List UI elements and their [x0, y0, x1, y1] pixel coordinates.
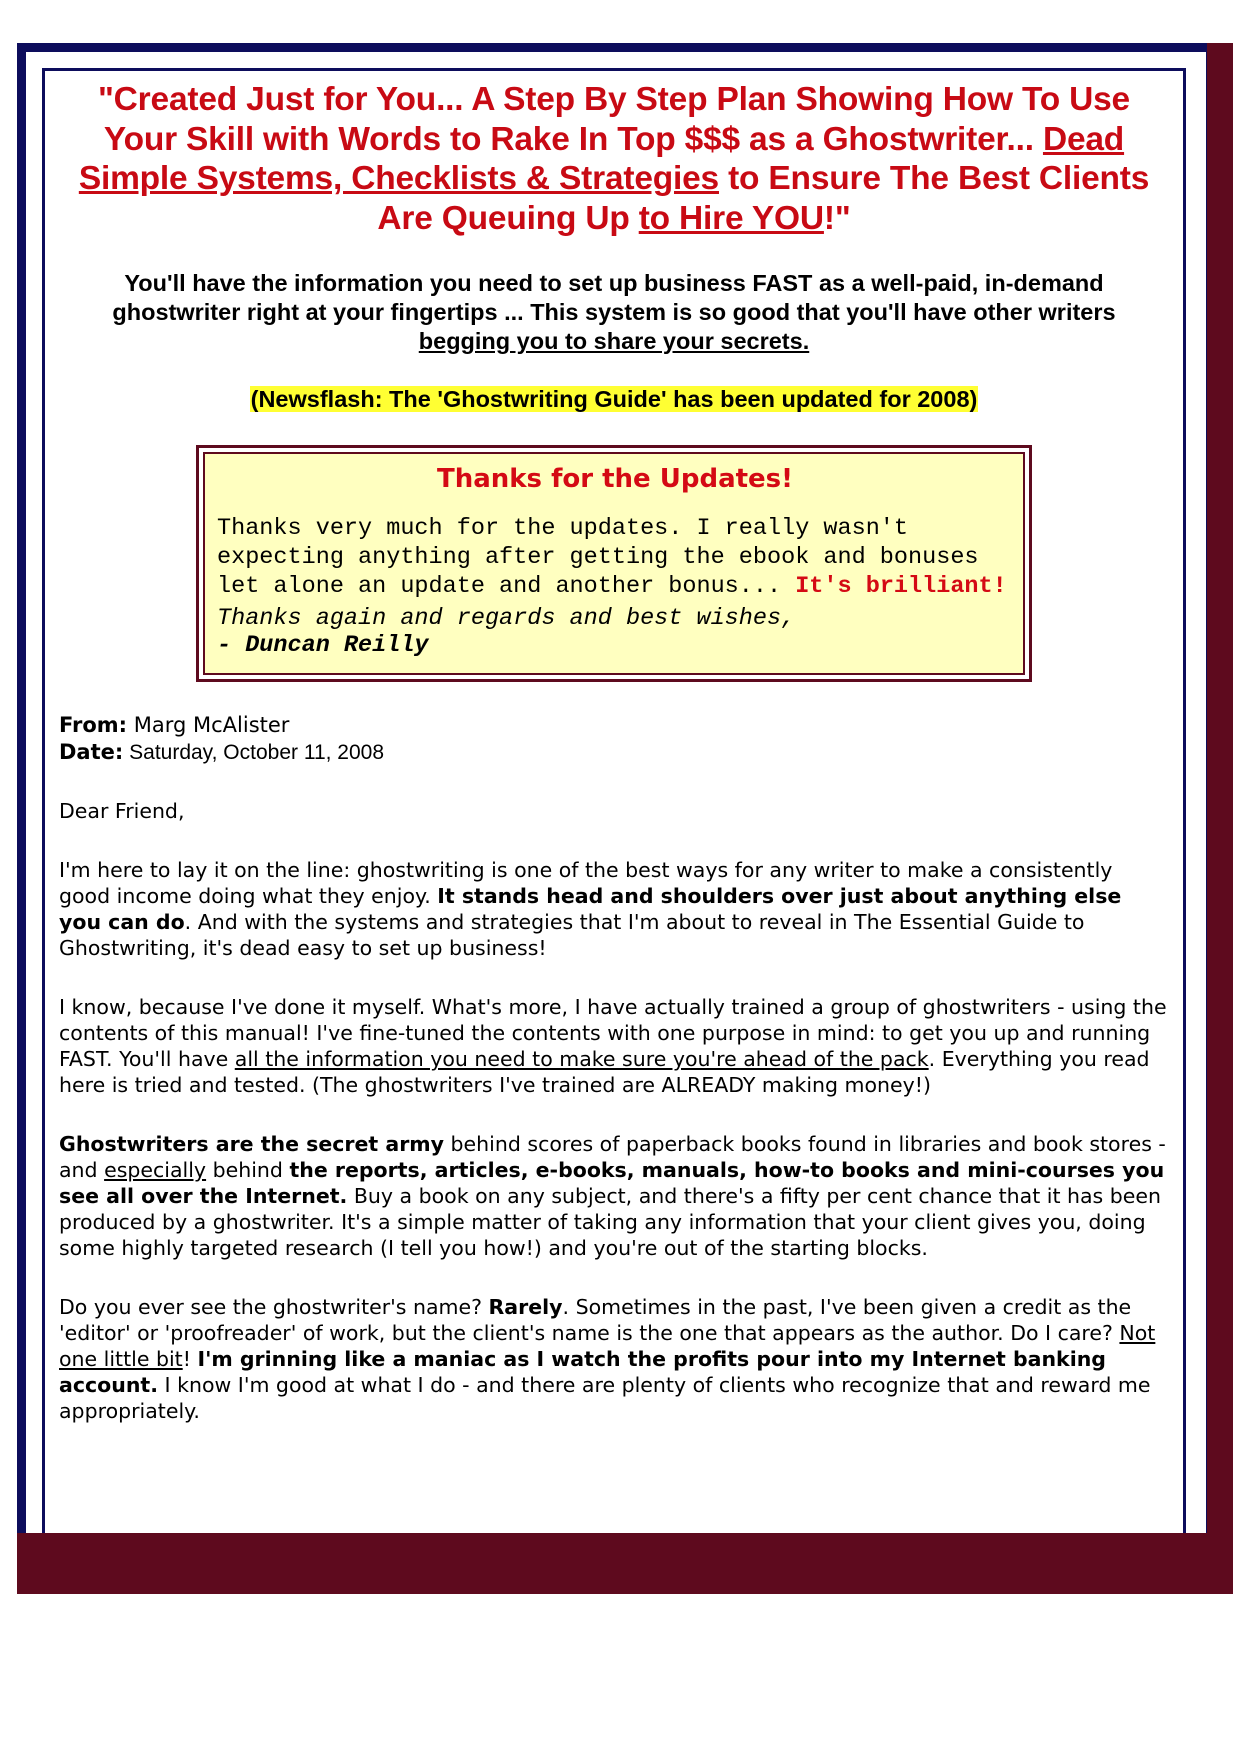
- subheadline-underline: begging you to share your secrets.: [418, 328, 810, 354]
- sales-letter: [59, 80, 1169, 1424]
- testimonial-signoff: [217, 605, 1013, 659]
- right-shadow-bar: [1207, 43, 1233, 1533]
- testimonial-author: - Duncan Reilly: [217, 632, 429, 659]
- from-label: From:: [59, 713, 128, 737]
- testimonial-title: Thanks for the Updates!: [436, 464, 794, 494]
- paragraph-underline: especially: [104, 1158, 207, 1182]
- date-value: Saturday, October 11, 2008: [123, 741, 385, 764]
- headline-text: !": [823, 199, 851, 237]
- paragraph-text: I'm here to lay it on the line: ghostwriting is one of the best ways for any writer to make a consistently good income doing what they enjoy.: [59, 858, 1113, 908]
- paragraph-underline: all the information you need to make sure you're ahead of the pack: [234, 1047, 929, 1071]
- paragraph-underline: Not one little bit: [59, 1321, 1156, 1371]
- paragraph-4: [59, 1294, 1169, 1424]
- paragraph-3: [59, 1131, 1169, 1261]
- testimonial-inner: [203, 452, 1025, 675]
- headline: [59, 80, 1169, 238]
- paragraph-text: Do you ever see the ghostwriter's name?: [59, 1295, 489, 1319]
- greeting: Dear Friend,: [59, 799, 185, 823]
- testimonial-text: Thanks very much for the updates. I really wasn't expecting anything after getting the ebook and bonuses let alone an update and another bonus...: [217, 515, 979, 600]
- subheadline: [69, 269, 1159, 356]
- paragraph-text: behind: [206, 1158, 290, 1182]
- newsflash-block: [59, 386, 1169, 413]
- paragraph-bold: the reports, articles, e-books, manuals, how-to books and mini-courses you see all over the Internet.: [59, 1158, 1165, 1208]
- headline-underline: to Hire YOU: [638, 199, 824, 237]
- letter-meta: [59, 712, 1169, 766]
- newsflash: (Newsflash: The 'Ghostwriting Guide' has been updated for 2008): [250, 386, 978, 412]
- testimonial-body: [217, 514, 1013, 601]
- paragraph-text: . Sometimes in the past, I've been given a credit as the 'editor' or 'proofreader' of work, but the client's name is the one that appears as the author. Do I care?: [59, 1295, 1132, 1345]
- date-label: Date:: [59, 740, 124, 764]
- date-line: [59, 739, 1169, 766]
- headline-text: "Created Just for You... A Step By Step Plan Showing How To Use Your Skill with Words to Rake In Top $$$ as a Ghostwriter...: [98, 81, 1130, 158]
- from-value: Marg McAlister: [127, 713, 290, 737]
- testimonial-box: [196, 445, 1032, 682]
- subheadline-text: You'll have the information you need to set up business FAST as a well-paid, in-demand ghostwriter right at your fingertips ... This system is so good that you'll have other writers: [112, 270, 1116, 325]
- testimonial-highlight: It's brilliant!: [795, 573, 1007, 600]
- paragraph-text: . And with the systems and strategies that I'm about to reveal in The Essential Guide to Ghostwriting, it's dead easy to set up business!: [59, 910, 1085, 960]
- headline-text: to Ensure The Best Clients Are Queuing Up: [377, 160, 1150, 237]
- paragraph-text: I know, because I've done it myself. What's more, I have actually trained a group of ghostwriters - using the contents of this manual! I've fine-tuned the contents with one purpose in mind: to get you up and running FAST. You'll have: [59, 995, 1167, 1071]
- paragraph-text: I know I'm good at what I do - and there are plenty of clients who recognize that and reward me appropriately.: [59, 1373, 1151, 1423]
- paragraph-2: [59, 994, 1169, 1098]
- paragraph-bold: I'm grinning like a maniac as I watch the profits pour into my Internet banking account.: [59, 1347, 1106, 1397]
- testimonial-signoff-line: Thanks again and regards and best wishes,: [217, 605, 796, 632]
- paragraph-text: Buy a book on any subject, and there's a fifty per cent chance that it has been produced by a ghostwriter. It's a simple matter of taking any information that your client gives you, doing some highly targeted research (I tell you how!) and you're out of the starting blocks.: [59, 1184, 1161, 1260]
- paragraph-bold: Rarely: [488, 1295, 563, 1319]
- footer-bar: [17, 1533, 1233, 1594]
- paragraph-text: !: [182, 1347, 198, 1371]
- from-line: [59, 712, 1169, 739]
- paragraph-text: behind scores of paperback books found in libraries and book stores - and: [59, 1132, 1166, 1182]
- paragraph-bold: It stands head and shoulders over just about anything else you can do: [59, 884, 1122, 934]
- paragraph-bold: Ghostwriters are the secret army: [59, 1132, 445, 1156]
- headline-underline: Dead Simple Systems, Checklists & Strategies: [78, 120, 1125, 197]
- paragraph-1: [59, 857, 1169, 961]
- paragraph-text: . Everything you read here is tried and tested. (The ghostwriters I've trained are ALREADY making money!): [59, 1047, 1150, 1097]
